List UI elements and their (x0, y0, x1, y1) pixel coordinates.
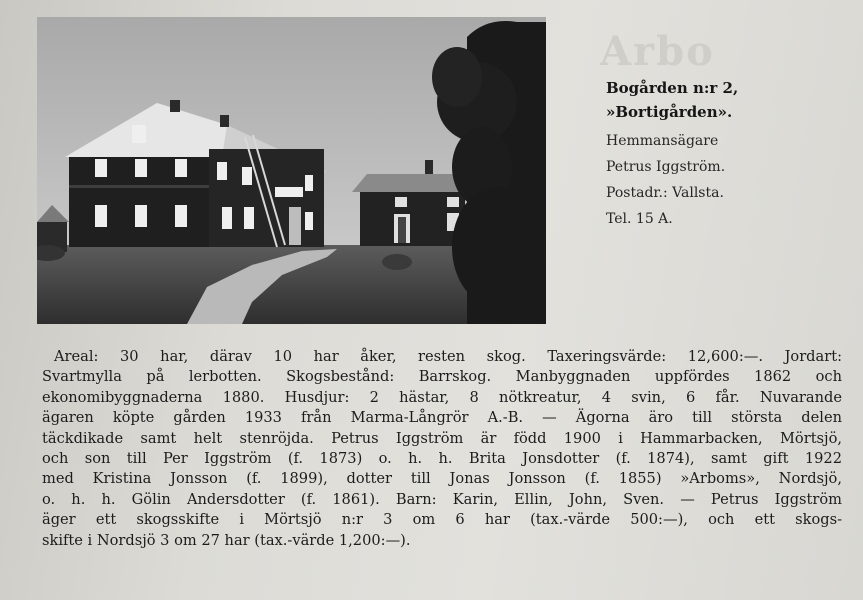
text-line: och son till Per Iggström (f. 1873) o. h. h. Brita Jonsdotter (f. 1874), samt gift 1922 (42, 450, 842, 468)
phone-number: Tel. 15 A. (606, 211, 673, 227)
farm-caption (606, 76, 846, 232)
farm-name: Bogården n:r 2, (606, 79, 739, 97)
text-line: skifte i Nordsjö 3 om 27 har (tax.-värde 1,200:—). (42, 531, 411, 549)
farm-description (42, 347, 842, 551)
postal-address: Postadr.: Vallsta. (606, 185, 724, 201)
text-line: äger ett skogsskifte i Mörtsjö n:r 3 om 6 har (tax.-värde 500:—), och ett skogs- (42, 511, 842, 529)
text-line: ekonomibyggnaderna 1880. Husdjur: 2 hästar, 8 nötkreatur, 4 svin, 6 får. Nuvarande (42, 388, 842, 406)
owner-occupation: Hemmansägare (606, 133, 719, 149)
text-line: ägaren köpte gården 1933 från Marma-Långrör A.-B. — Ägorna äro till största delen (42, 409, 842, 427)
owner-name: Petrus Iggström. (606, 159, 726, 175)
text-line: täckdikade samt helt stenröjda. Petrus Iggström är född 1900 i Hammarbacken, Mörtsjö, (42, 429, 842, 447)
farm-photograph (37, 17, 546, 324)
farm-nickname: »Bortigården». (606, 103, 733, 121)
text-line: med Kristina Jonsson (f. 1899), dotter till Jonas Jonsson (f. 1855) »Arboms», Nordsjö, (42, 470, 842, 488)
text-line: o. h. h. Gölin Andersdotter (f. 1861). Barn: Karin, Ellin, John, Sven. — Petrus Iggström (42, 490, 842, 508)
text-line: Areal: 30 har, därav 10 har åker, resten skog. Taxeringsvärde: 12,600:—. Jordart: (54, 348, 842, 365)
bleed-through-text: Arbo (600, 28, 715, 75)
text-line: Svartmylla på lerbotten. Skogsbestånd: Barrskog. Manbyggnaden uppfördes 1862 och (42, 368, 842, 386)
